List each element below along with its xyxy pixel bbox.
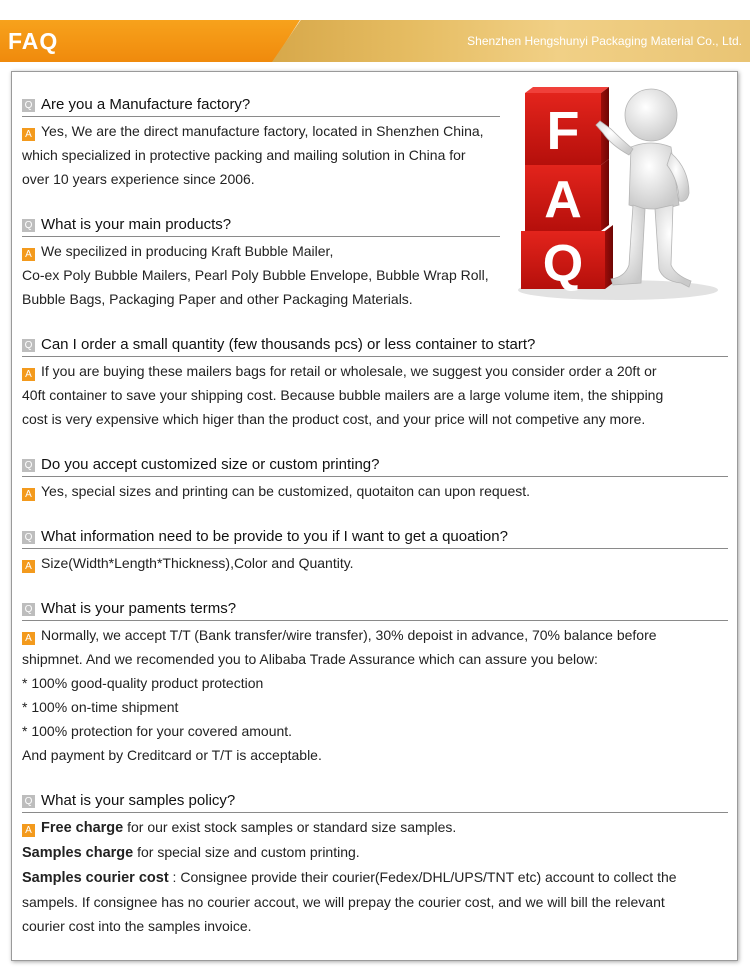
question-marker-icon: Q (22, 459, 35, 472)
answer-block (22, 479, 728, 503)
question-marker-icon: Q (22, 339, 35, 352)
faq-item-products (22, 214, 500, 311)
question-text: Are you a Manufacture factory? (41, 96, 251, 113)
answer-marker-icon: A (22, 632, 35, 645)
answer-line: Size(Width*Length*Thickness),Color and Quantity. (41, 555, 354, 571)
question-line (22, 214, 500, 237)
faq-item-small-quantity (22, 334, 728, 431)
answer-line: And payment by Creditcard or T/T is acceptable. (22, 747, 322, 763)
answer-line: * 100% good-quality product protection (22, 675, 264, 691)
faq-item-customization (22, 454, 728, 503)
question-marker-icon: Q (22, 99, 35, 112)
courier-cost-text: : Consignee provide their courier(Fedex/DHL/UPS/TNT etc) account to collect the (168, 869, 677, 885)
answer-marker-icon: A (22, 488, 35, 501)
free-charge-label: Free charge (41, 820, 124, 836)
answer-line: over 10 years experience since 2006. (22, 171, 255, 187)
answer-marker-icon: A (22, 560, 35, 573)
question-line (22, 454, 728, 477)
header-title: FAQ (8, 28, 59, 54)
cube-letter-q: Q (542, 235, 584, 293)
answer-line: shipmnet. And we recomended you to Alibaba Trade Assurance which can assure you below: (22, 651, 598, 667)
answer-block (22, 359, 728, 431)
courier-cost-label: Samples courier cost (22, 870, 169, 886)
answer-line: Normally, we accept T/T (Bank transfer/wire transfer), 30% depoist in advance, 70% balance before (41, 627, 657, 643)
question-text: What is your samples policy? (41, 792, 236, 809)
faq-item-manufacture (22, 94, 500, 191)
answer-marker-icon: A (22, 128, 35, 141)
cube-q (521, 225, 613, 293)
answer-line: Bubble Bags, Packaging Paper and other Packaging Materials. (22, 291, 413, 307)
question-marker-icon: Q (22, 603, 35, 616)
cube-letter-a: A (544, 171, 582, 229)
answer-line: 40ft container to save your shipping cost. Because bubble mailers are a large volume item, the shipping (22, 387, 664, 403)
answer-marker-icon: A (22, 824, 35, 837)
answer-line: which specialized in protective packing and mailing solution in China for (22, 147, 466, 163)
answer-block (22, 551, 728, 575)
company-name: Shenzhen Hengshunyi Packaging Material Co., Ltd. (467, 34, 742, 48)
question-marker-icon: Q (22, 219, 35, 232)
question-marker-icon: Q (22, 795, 35, 808)
question-text: What information need to be provide to you if I want to get a quoation? (41, 528, 508, 545)
question-text: Can I order a small quantity (few thousands pcs) or less container to start? (41, 336, 536, 353)
answer-block (22, 623, 728, 767)
cube-a (525, 159, 609, 231)
answer-line: * 100% on-time shipment (22, 699, 179, 715)
answer-line: cost is very expensive which higer than the product cost, and your price will not competive any more. (22, 411, 646, 427)
answer-line: We specilized in producing Kraft Bubble Mailer, (41, 243, 334, 259)
question-text: Do you accept customized size or custom printing? (41, 456, 380, 473)
cube-letter-f: F (546, 101, 580, 161)
answer-marker-icon: A (22, 368, 35, 381)
answer-line: courier cost into the samples invoice. (22, 918, 252, 934)
question-line (22, 526, 728, 549)
faq-illustration (493, 85, 723, 310)
answer-block (22, 815, 728, 938)
answer-marker-icon: A (22, 248, 35, 261)
answer-line: * 100% protection for your covered amount. (22, 723, 293, 739)
answer-line: sampels. If consignee has no courier accout, we will prepay the courier cost, and we will bill the relevant (22, 894, 665, 910)
answer-block (22, 119, 500, 191)
free-charge-text: for our exist stock samples or standard size samples. (123, 819, 457, 835)
faq-header (0, 0, 750, 62)
question-marker-icon: Q (22, 531, 35, 544)
faq-item-payment (22, 598, 728, 767)
question-text: What is your paments terms? (41, 600, 237, 617)
faq-item-quotation (22, 526, 728, 575)
question-line (22, 790, 728, 813)
faq-item-samples (22, 790, 728, 938)
samples-charge-text: for special size and custom printing. (133, 844, 360, 860)
answer-block (22, 239, 500, 311)
question-line (22, 334, 728, 357)
samples-charge-label: Samples charge (22, 845, 134, 861)
question-line (22, 598, 728, 621)
answer-line: Yes, We are the direct manufacture factory, located in Shenzhen China, (41, 123, 484, 139)
answer-line: Yes, special sizes and printing can be customized, quotaiton can upon request. (41, 483, 531, 499)
question-text: What is your main products? (41, 216, 232, 233)
question-line (22, 94, 500, 117)
answer-line: If you are buying these mailers bags for retail or wholesale, we suggest you consider order a 20ft or (41, 363, 657, 379)
answer-line: Co-ex Poly Bubble Mailers, Pearl Poly Bubble Envelope, Bubble Wrap Roll, (22, 267, 489, 283)
